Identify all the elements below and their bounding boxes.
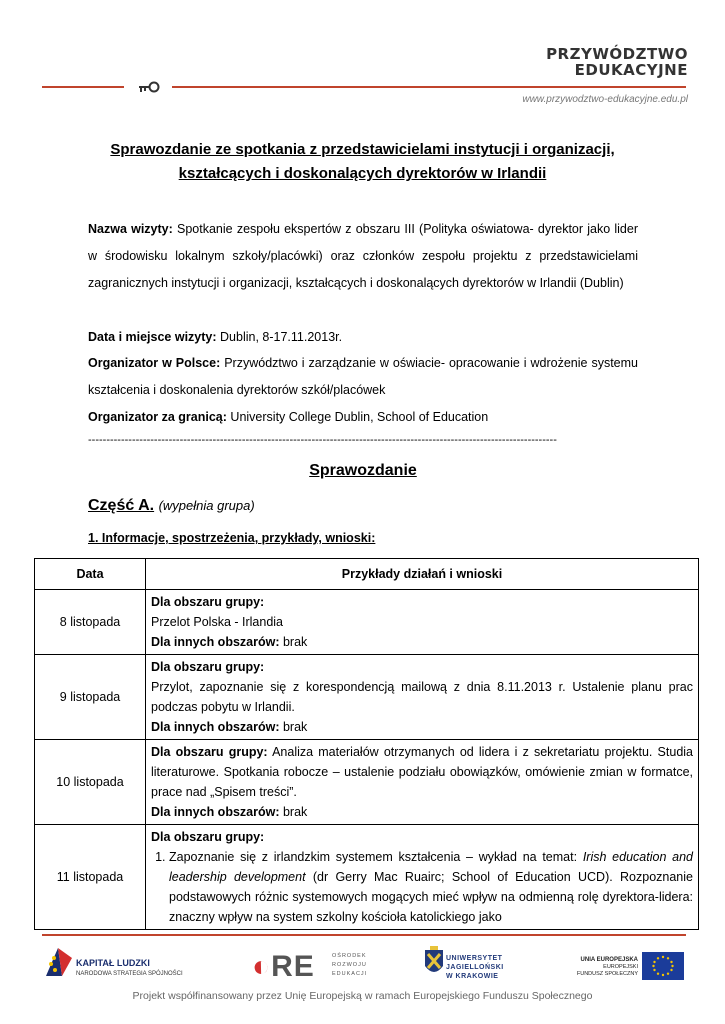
report-table [34,558,699,930]
organizer-pl [88,350,638,404]
uj-line1: UNIWERSYTET [446,955,503,962]
kapital-ludzki-logo [76,958,183,980]
subheading: 1. Informacje, spostrzeżenia, przykłady, wnioski: [88,531,376,545]
other-label: Dla innych obszarów: [151,720,280,734]
group-text: Analiza materiałów otrzymanych od lidera i z sekretariatu projektu. Studia literaturowe. Spotkania robocze – ustalenie podziału obowiązków, omówienie zmian w formatce, prace nad „Spisem treści”. [151,745,693,799]
part-heading [88,497,255,515]
organizer-abroad-value: University College Dublin, School of Education [230,410,489,424]
row-content [146,590,699,655]
item-italic: Irish education and leadership development [169,850,693,884]
row-date: 11 listopada [35,825,146,930]
brand-url: www.przywodztwo-edukacyjne.edu.pl [522,94,688,105]
table-row [35,825,699,930]
other-text: brak [282,805,308,819]
section-title: Sprawozdanie [309,462,417,479]
item-text: Zapoznanie się z irlandzkim systemem kształcenia – wykład na temat: [169,850,583,864]
brand-logo [520,46,688,78]
header-rule-left [42,86,124,88]
ue-line2: EUROPEJSKI [603,964,638,970]
col-date-header: Data [35,559,146,590]
key-icon [138,80,160,94]
other-text: brak [282,720,308,734]
visit-name-value: Spotkanie zespołu ekspertów z obszaru III (Polityka oświatowa- dyrektor jako lider w środowisku lokalnym szkoły/placówki) oraz członków zespołu projektu z przedstawicielami zagranicznych instytucji i organizacji, kształcących i doskonalących dyrektorów w Irlandii (Dublin) [88,222,639,290]
organizer-pl-value: Przywództwo i zarządzanie w oświacie- opracowanie i wdrożenie systemu kształcenia i doskonalenia dyrektorów szkół/placówek [88,356,638,397]
table-row [35,740,699,825]
other-text: brak [282,635,308,649]
ore-logo [252,950,315,984]
organizer-abroad [88,404,638,431]
ue-logo-text [572,957,638,978]
visit-name-label: Nazwa wizyty: [88,222,173,236]
other-label: Dla innych obszarów: [151,635,280,649]
group-label: Dla obszaru grupy: [151,660,265,674]
visit-date-label: Data i miejsce wizyty: [88,330,217,344]
header-rule-right [172,86,686,88]
row-content [146,655,699,740]
uj-crest-icon [424,946,444,978]
row-date: 10 listopada [35,740,146,825]
brand-line2: EDUKACYJNE [574,61,688,79]
ue-line1: UNIA EUROPEJSKA [580,957,638,963]
title-line1: Sprawozdanie ze spotkania z przedstawicielami instytucji i organizacji, [110,141,615,158]
visit-name [88,216,638,297]
footer-rule [42,934,686,936]
table-row [35,655,699,740]
activity-list [151,847,693,927]
part-label: Część A. [88,497,155,514]
row-content [146,740,699,825]
group-label: Dla obszaru grupy: [151,595,265,609]
row-date: 8 listopada [35,590,146,655]
eu-flag-icon [642,952,684,980]
group-label: Dla obszaru grupy: [151,745,268,759]
title-line2: kształcących i doskonalących dyrektorów w Irlandii [178,165,547,182]
ue-line3: FUNDUSZ SPOŁECZNY [576,971,638,977]
group-text: Przylot, zapoznanie się z korespondencją mailową z dnia 8.11.2013 r. Ustalenie planu prac podczas pobytu w Irlandii. [151,680,693,714]
row-date: 9 listopada [35,655,146,740]
table-row [35,590,699,655]
group-text: Przelot Polska - Irlandia [151,615,284,629]
kl-sub: NARODOWA STRATEGIA SPÓJNOŚCI [76,971,183,977]
document-title [60,138,665,186]
item-text-cont: (dr Gerry Mac Ruairc; School of Education UCD). Rozpoznanie podstawowych różnic systemowych mogących mieć wpływ na odmienną rolę dyrektora-lidera: znaczny wpływ na system szkolny kościoła katolickiego jako [169,870,693,924]
organizer-pl-label: Organizator w Polsce: [88,356,221,370]
other-label: Dla innych obszarów: [151,805,280,819]
visit-date-value: Dublin, 8-17.11.2013r. [220,330,343,344]
visit-date [88,324,638,351]
footer-note: Projekt współfinansowany przez Unię Europejską w ramach Europejskiego Funduszu Społecznego [132,990,593,1002]
brand-line1: PRZYWÓDZTWO [546,45,688,63]
ore-letters: RE [271,950,315,983]
row-content [146,825,699,930]
kl-title: KAPITAŁ LUDZKI [76,958,150,968]
ore-small-text [332,952,367,979]
ore-line1: OŚRODEK [332,953,367,959]
col-content-header: Przykłady działań i wnioski [146,559,699,590]
kapital-ludzki-icon [44,946,74,978]
uj-line3: W KRAKOWIE [446,973,499,980]
uj-logo [446,954,504,981]
organizer-abroad-label: Organizator za granicą: [88,410,227,424]
separator: -------------------------------------------------------------------------------------------------------------------------------- [88,434,557,446]
group-label: Dla obszaru grupy: [151,830,265,844]
ore-line2: ROZWOJU [332,962,367,968]
ore-letter-o-icon: ◐ [252,950,272,983]
table-header-row [35,559,699,590]
part-note: (wypełnia grupa) [158,498,255,513]
ore-line3: EDUKACJI [332,971,368,977]
uj-line2: JAGIELLOŃSKI [446,964,504,971]
list-item [169,847,693,927]
